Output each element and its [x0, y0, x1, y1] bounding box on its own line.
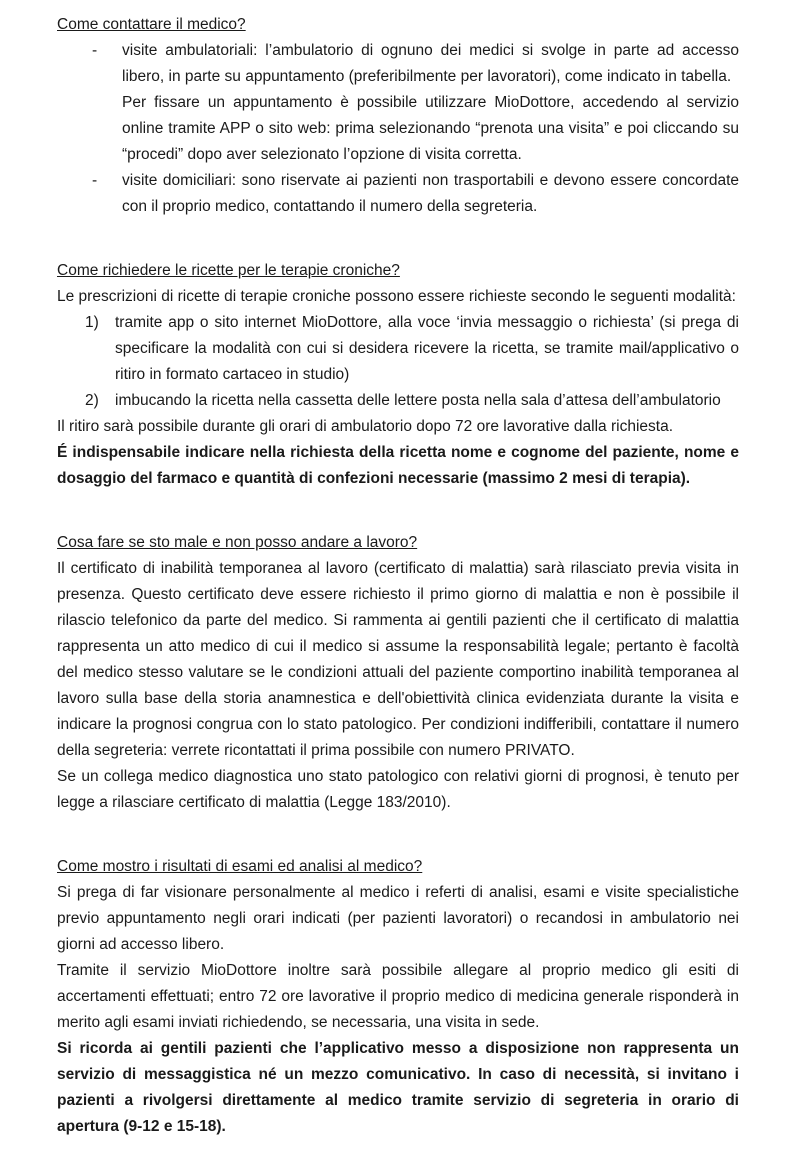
list-item-text: visite ambulatoriali: l’ambulatorio di ognuno dei medici si svolge in parte ad accesso libero, in parte su appuntamento (preferibilmente per lavoratori), come indicato in tabella.	[122, 42, 739, 85]
section-heading: Come contattare il medico?	[57, 16, 246, 33]
bold-notice: É indispensabile indicare nella richiesta della ricetta nome e cognome del paziente, nome e dosaggio del farmaco e quantità di confezioni necessarie (massimo 2 mesi di terapia).	[57, 444, 739, 487]
numbered-list-item	[57, 388, 739, 414]
paragraph: Se un collega medico diagnostica uno stato patologico con relativi giorni di prognosi, è tenuto per legge a rilasciare certificato di malattia (Legge 183/2010).	[57, 768, 739, 811]
section-certificato-malattia	[57, 530, 739, 816]
paragraph: Il certificato di inabilità temporanea al lavoro (certificato di malattia) sarà rilasciato previa visita in presenza. Questo certificato deve essere richiesto il primo giorno di malattia e non è possibile il rilascio telefonico da parte del medico. Si rammenta ai gentili pazienti che il certificato di malattia rappresenta un atto medico di cui il medico si assume la responsabilità legale; pertanto è facoltà del medico stesso valutare se le condizioni attuali del paziente comportino inabilità temporanea al lavoro sulla base della storia anamnestica e dell'obiettività clinica evidenziata durante la visita e indicare la prognosi congrua con lo stato patologico. Per condizioni indifferibili, contattare il numero della segreteria: verrete ricontattati il prima possibile con numero PRIVATO.	[57, 560, 739, 759]
list-item-text: tramite app o sito internet MioDottore, alla voce ‘invia messaggio o richiesta’ (si prega di specificare la modalità con cui si desidera ricevere la ricetta, se tramite mail/applicativo o ritiro in formato cartaceo in studio)	[115, 314, 739, 383]
bold-notice: Si ricorda ai gentili pazienti che l’applicativo messo a disposizione non rappresenta un servizio di messaggistica né un mezzo comunicativo. In caso di necessità, si invitano i pazienti a rivolgersi direttamente al medico tramite servizio di segreteria in orario di apertura (9-12 e 15-18).	[57, 1040, 739, 1135]
number-marker: 2)	[85, 392, 99, 409]
paragraph: Si prega di far visionare personalmente al medico i referti di analisi, esami e visite specialistiche previo appuntamento negli orari indicati (per pazienti lavoratori) o recandosi in ambulatorio nei giorni ad accesso libero.	[57, 884, 739, 953]
section-heading: Come richiedere le ricette per le terapie croniche?	[57, 262, 400, 279]
paragraph: Tramite il servizio MioDottore inoltre sarà possibile allegare al proprio medico gli esiti di accertamenti effettuati; entro 72 ore lavorative il proprio medico di medicina generale risponderà in merito agli esami inviati richiedendo, se necessaria, una visita in sede.	[57, 962, 739, 1031]
list-item-text: visite domiciliari: sono riservate ai pazienti non trasportabili e devono essere concordate con il proprio medico, contattando il numero della segreteria.	[122, 172, 739, 215]
section-heading: Come mostro i risultati di esami ed analisi al medico?	[57, 858, 423, 875]
section-risultati-esami	[57, 854, 739, 1140]
paragraph: Il ritiro sarà possibile durante gli orari di ambulatorio dopo 72 ore lavorative dalla richiesta.	[57, 418, 674, 435]
paragraph: Le prescrizioni di ricette di terapie croniche possono essere richieste secondo le seguenti modalità:	[57, 288, 736, 305]
list-item-continuation: Per fissare un appuntamento è possibile utilizzare MioDottore, accedendo al servizio online tramite APP o sito web: prima selezionando “prenota una visita” e poi cliccando su “procedi” dopo aver selezionato l’opzione di visita corretta.	[122, 94, 739, 163]
dash-marker: -	[92, 172, 98, 189]
numbered-list-item	[57, 310, 739, 388]
section-heading: Cosa fare se sto male e non posso andare a lavoro?	[57, 534, 418, 551]
section-come-contattare-il-medico	[57, 12, 739, 220]
section-ricette-terapie-croniche	[57, 258, 739, 492]
list-item-text: imbucando la ricetta nella cassetta delle lettere posta nella sala d’attesa dell’ambulatorio	[115, 392, 721, 409]
number-marker: 1)	[85, 314, 99, 331]
list-item	[57, 38, 739, 90]
dash-marker: -	[92, 42, 98, 59]
list-item	[57, 168, 739, 220]
